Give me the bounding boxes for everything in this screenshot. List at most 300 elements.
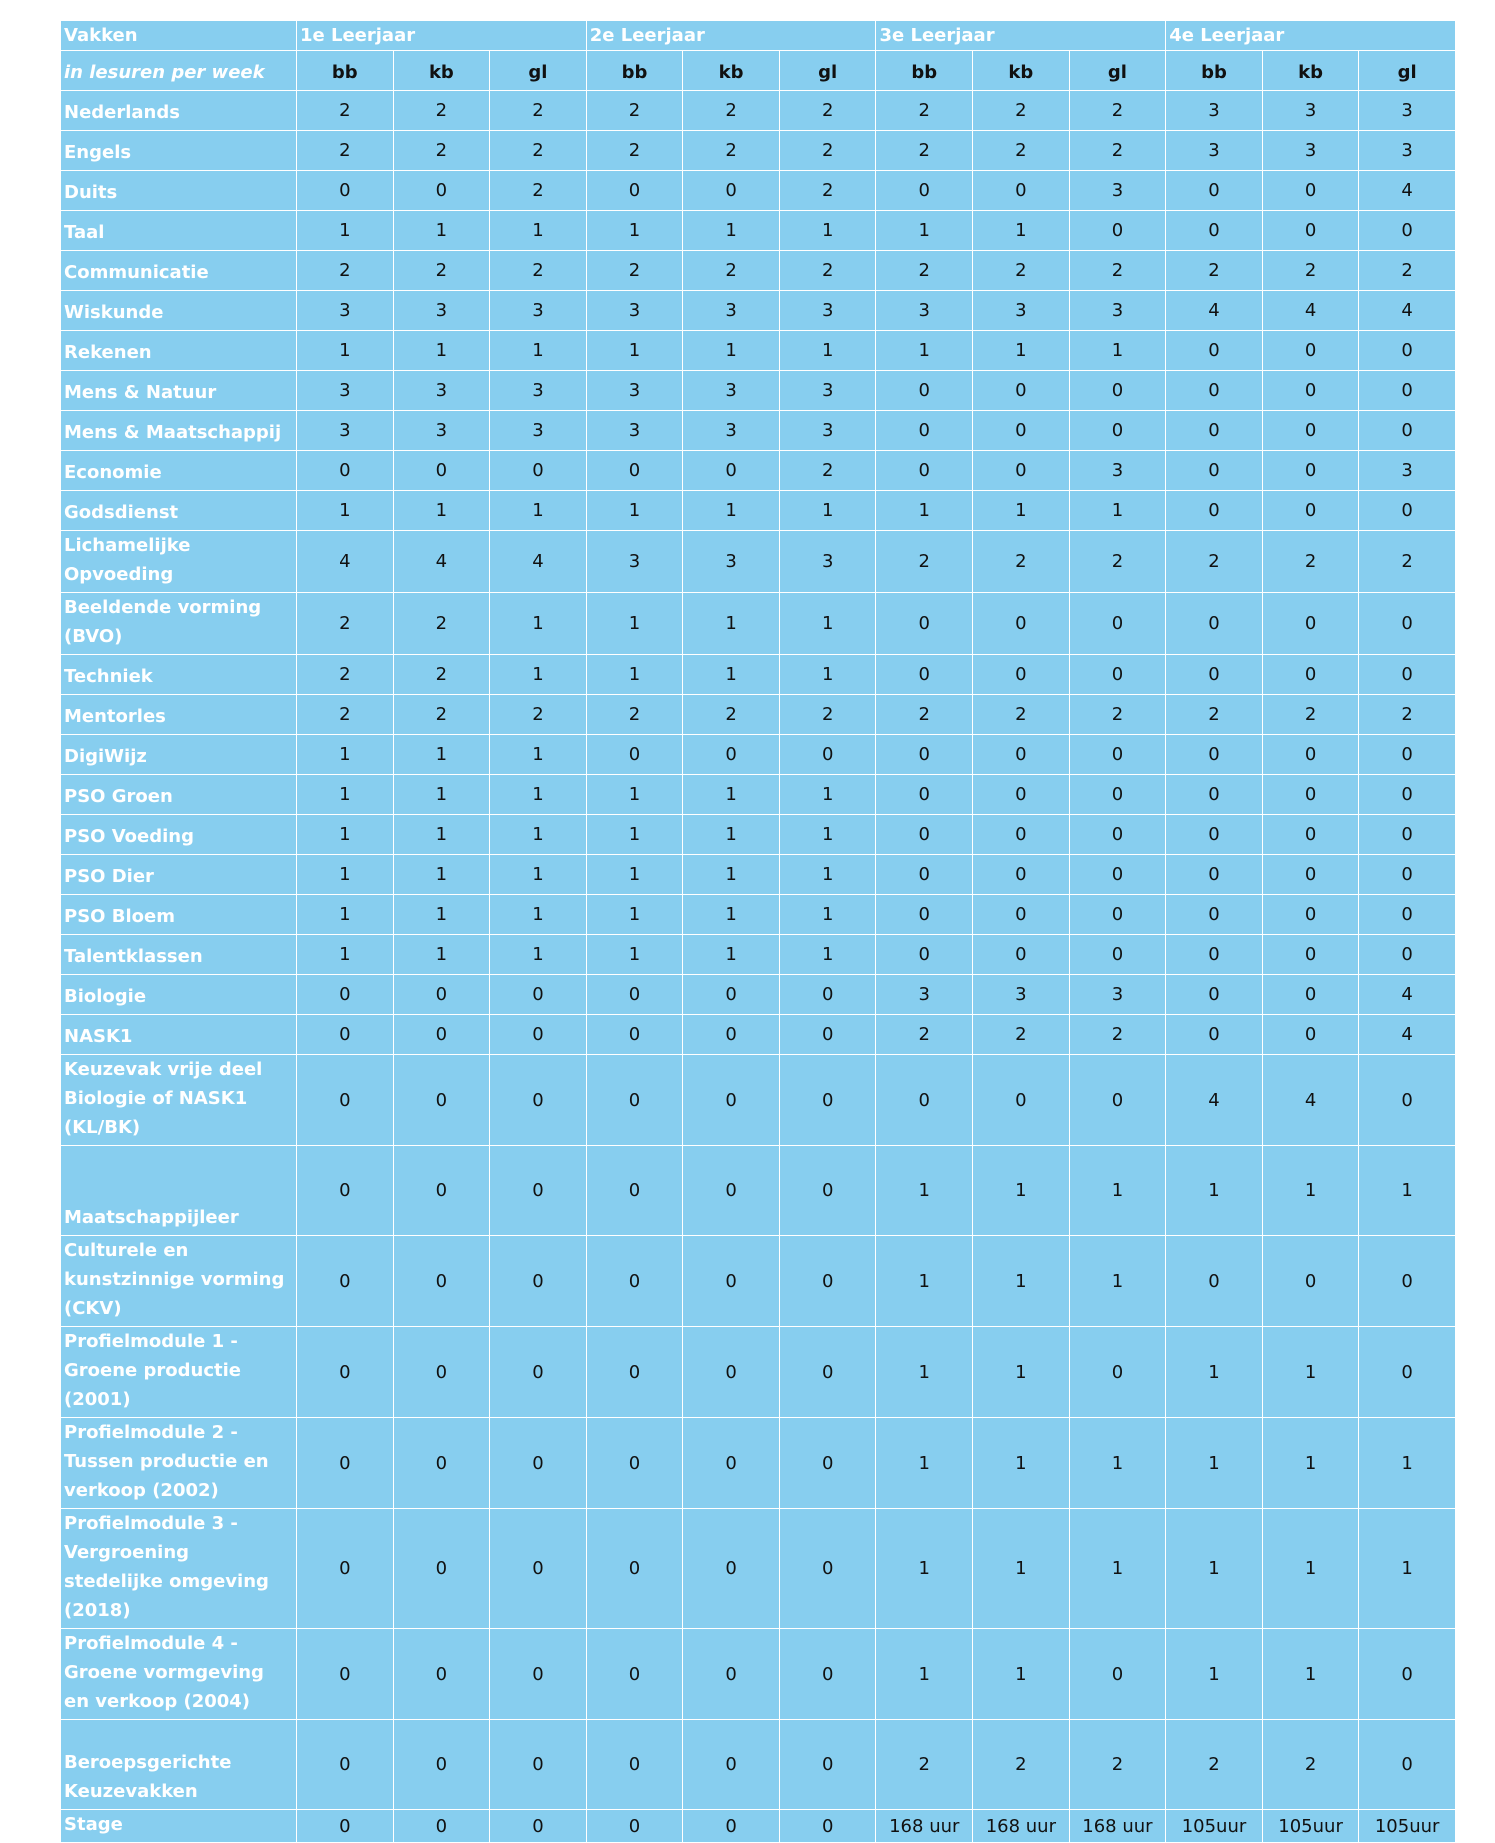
hours-cell: 0 bbox=[1262, 655, 1359, 695]
hours-cell: 0 bbox=[490, 975, 587, 1015]
hours-cell: 2 bbox=[586, 91, 683, 131]
hours-cell: 1 bbox=[876, 1629, 973, 1720]
subject-name: Lichamelijke Opvoeding bbox=[61, 531, 297, 593]
hours-cell: 0 bbox=[779, 1509, 876, 1629]
hours-cell: 168 uur bbox=[973, 1810, 1070, 1843]
hours-cell: 1 bbox=[779, 855, 876, 895]
hours-cell: 0 bbox=[1166, 655, 1263, 695]
hours-cell: 0 bbox=[393, 1055, 490, 1146]
hours-cell: 0 bbox=[973, 411, 1070, 451]
hours-cell: 0 bbox=[876, 1055, 973, 1146]
hours-cell: 1 bbox=[393, 815, 490, 855]
hours-cell: 3 bbox=[586, 291, 683, 331]
hours-cell: 0 bbox=[393, 1509, 490, 1629]
table-row bbox=[61, 935, 1456, 975]
hours-cell: 1 bbox=[297, 211, 394, 251]
hours-cell: 0 bbox=[876, 855, 973, 895]
year-header-1: 1e Leerjaar bbox=[297, 21, 587, 51]
hours-cell: 0 bbox=[973, 815, 1070, 855]
hours-cell: 0 bbox=[1166, 935, 1263, 975]
hours-cell: 3 bbox=[1359, 91, 1456, 131]
hours-cell: 0 bbox=[1069, 735, 1166, 775]
hours-cell: 0 bbox=[876, 735, 973, 775]
hours-cell: 4 bbox=[1359, 1015, 1456, 1055]
hours-cell: 0 bbox=[973, 855, 1070, 895]
hours-cell: 1 bbox=[490, 935, 587, 975]
hours-cell: 2 bbox=[297, 655, 394, 695]
hours-cell: 0 bbox=[1262, 815, 1359, 855]
hours-cell: 0 bbox=[1069, 411, 1166, 451]
hours-cell: 0 bbox=[1359, 735, 1456, 775]
hours-cell: 0 bbox=[297, 1146, 394, 1236]
table-row bbox=[61, 411, 1456, 451]
hours-cell: 0 bbox=[973, 895, 1070, 935]
hours-cell: 1 bbox=[683, 655, 780, 695]
hours-cell: 0 bbox=[973, 735, 1070, 775]
subject-name: Culturele en kunstzinnige vorming (CKV) bbox=[61, 1236, 297, 1327]
hours-cell: 1 bbox=[973, 1509, 1070, 1629]
hours-cell: 0 bbox=[1166, 451, 1263, 491]
hours-cell: 1 bbox=[683, 331, 780, 371]
hours-cell: 0 bbox=[683, 1720, 780, 1810]
hours-cell: 0 bbox=[393, 1810, 490, 1843]
col-kb: kb bbox=[1262, 51, 1359, 91]
hours-cell: 0 bbox=[1166, 491, 1263, 531]
table-row bbox=[61, 775, 1456, 815]
subject-name: Mentorles bbox=[61, 695, 297, 735]
hours-cell: 168 uur bbox=[876, 1810, 973, 1843]
subject-name: Profielmodule 4 - Groene vormgeving en verkoop (2004) bbox=[61, 1629, 297, 1720]
hours-cell: 0 bbox=[490, 1810, 587, 1843]
hours-cell: 2 bbox=[1262, 251, 1359, 291]
hours-cell: 3 bbox=[683, 531, 780, 593]
hours-cell: 1 bbox=[1166, 1327, 1263, 1418]
hours-cell: 0 bbox=[1262, 735, 1359, 775]
table-row bbox=[61, 975, 1456, 1015]
hours-cell: 0 bbox=[586, 1509, 683, 1629]
hours-cell: 1 bbox=[393, 735, 490, 775]
hours-cell: 0 bbox=[1069, 815, 1166, 855]
hours-cell: 0 bbox=[1359, 331, 1456, 371]
table-row bbox=[61, 1146, 1456, 1236]
subject-name: Techniek bbox=[61, 655, 297, 695]
hours-cell: 0 bbox=[683, 1015, 780, 1055]
hours-cell: 0 bbox=[393, 1015, 490, 1055]
table-row bbox=[61, 1810, 1456, 1843]
hours-cell: 2 bbox=[393, 655, 490, 695]
hours-cell: 1 bbox=[1166, 1418, 1263, 1509]
hours-cell: 0 bbox=[1166, 593, 1263, 655]
hours-cell: 0 bbox=[490, 1327, 587, 1418]
table-row bbox=[61, 895, 1456, 935]
subject-name: Keuzevak vrije deel Biologie of NASK1 (KL/BK) bbox=[61, 1055, 297, 1146]
hours-cell: 2 bbox=[1359, 695, 1456, 735]
hours-cell: 2 bbox=[1069, 531, 1166, 593]
hours-cell: 0 bbox=[973, 371, 1070, 411]
hours-cell: 3 bbox=[1069, 291, 1166, 331]
hours-cell: 0 bbox=[1166, 735, 1263, 775]
hours-cell: 1 bbox=[586, 935, 683, 975]
hours-cell: 0 bbox=[683, 1236, 780, 1327]
hours-cell: 0 bbox=[1262, 855, 1359, 895]
hours-cell: 0 bbox=[490, 1055, 587, 1146]
hours-cell: 1 bbox=[586, 655, 683, 695]
table-row bbox=[61, 531, 1456, 593]
table-row bbox=[61, 1015, 1456, 1055]
table-row bbox=[61, 655, 1456, 695]
hours-cell: 1 bbox=[393, 775, 490, 815]
hours-cell: 2 bbox=[490, 171, 587, 211]
table-row bbox=[61, 593, 1456, 655]
table-row bbox=[61, 1055, 1456, 1146]
hours-cell: 0 bbox=[1262, 1015, 1359, 1055]
hours-cell: 1 bbox=[393, 331, 490, 371]
lessentabel bbox=[60, 20, 1456, 1843]
hours-cell: 1 bbox=[683, 491, 780, 531]
hours-cell: 1 bbox=[1359, 1418, 1456, 1509]
hours-cell: 0 bbox=[1166, 895, 1263, 935]
hours-cell: 1 bbox=[1166, 1509, 1263, 1629]
hours-cell: 0 bbox=[1359, 655, 1456, 695]
table-row bbox=[61, 1629, 1456, 1720]
hours-cell: 0 bbox=[297, 975, 394, 1015]
hours-cell: 2 bbox=[973, 531, 1070, 593]
hours-cell: 2 bbox=[973, 695, 1070, 735]
hours-cell: 0 bbox=[490, 1236, 587, 1327]
hours-cell: 0 bbox=[1069, 655, 1166, 695]
hours-cell: 105uur bbox=[1166, 1810, 1263, 1843]
hours-cell: 3 bbox=[973, 975, 1070, 1015]
hours-cell: 0 bbox=[876, 371, 973, 411]
hours-cell: 0 bbox=[973, 171, 1070, 211]
hours-cell: 0 bbox=[1166, 775, 1263, 815]
hours-cell: 4 bbox=[1262, 1055, 1359, 1146]
hours-cell: 1 bbox=[1262, 1327, 1359, 1418]
hours-cell: 0 bbox=[683, 171, 780, 211]
hours-cell: 2 bbox=[973, 1720, 1070, 1810]
hours-cell: 0 bbox=[586, 1015, 683, 1055]
hours-cell: 0 bbox=[490, 1146, 587, 1236]
subject-name: Biologie bbox=[61, 975, 297, 1015]
hours-cell: 0 bbox=[297, 171, 394, 211]
hours-cell: 0 bbox=[1166, 1015, 1263, 1055]
hours-cell: 0 bbox=[1262, 211, 1359, 251]
hours-cell: 1 bbox=[490, 211, 587, 251]
hours-cell: 3 bbox=[683, 411, 780, 451]
hours-cell: 2 bbox=[683, 91, 780, 131]
subject-name: DigiWijz bbox=[61, 735, 297, 775]
hours-cell: 0 bbox=[1359, 211, 1456, 251]
hours-cell: 1 bbox=[683, 935, 780, 975]
hours-cell: 2 bbox=[876, 695, 973, 735]
hours-cell: 1 bbox=[876, 1146, 973, 1236]
hours-cell: 0 bbox=[1069, 855, 1166, 895]
hours-cell: 1 bbox=[779, 593, 876, 655]
hours-cell: 2 bbox=[297, 91, 394, 131]
subject-name: Duits bbox=[61, 171, 297, 211]
hours-cell: 1 bbox=[490, 735, 587, 775]
hours-cell: 3 bbox=[779, 371, 876, 411]
hours-cell: 1 bbox=[490, 815, 587, 855]
hours-cell: 0 bbox=[1166, 1236, 1263, 1327]
hours-cell: 0 bbox=[876, 895, 973, 935]
subject-name: PSO Groen bbox=[61, 775, 297, 815]
hours-cell: 3 bbox=[297, 291, 394, 331]
hours-cell: 3 bbox=[586, 371, 683, 411]
subject-name: Profielmodule 2 -Tussen productie en verkoop (2002) bbox=[61, 1418, 297, 1509]
subject-name: Profielmodule 3 - Vergroening stedelijke omgeving (2018) bbox=[61, 1509, 297, 1629]
hours-cell: 2 bbox=[393, 131, 490, 171]
hours-cell: 1 bbox=[876, 1327, 973, 1418]
hours-cell: 2 bbox=[1069, 131, 1166, 171]
subject-name: Nederlands bbox=[61, 91, 297, 131]
hours-cell: 3 bbox=[1166, 131, 1263, 171]
col-gl: gl bbox=[779, 51, 876, 91]
hours-cell: 0 bbox=[490, 451, 587, 491]
hours-cell: 1 bbox=[586, 775, 683, 815]
hours-cell: 2 bbox=[1069, 251, 1166, 291]
hours-cell: 2 bbox=[973, 1015, 1070, 1055]
hours-cell: 3 bbox=[1359, 131, 1456, 171]
subject-name: Stage bbox=[61, 1810, 297, 1843]
column-header-row bbox=[61, 51, 1456, 91]
hours-cell: 0 bbox=[1262, 593, 1359, 655]
hours-cell: 2 bbox=[779, 171, 876, 211]
hours-cell: 0 bbox=[683, 1629, 780, 1720]
hours-cell: 1 bbox=[586, 211, 683, 251]
table-row bbox=[61, 171, 1456, 211]
col-bb: bb bbox=[876, 51, 973, 91]
hours-cell: 3 bbox=[1166, 91, 1263, 131]
hours-cell: 0 bbox=[586, 1418, 683, 1509]
hours-cell: 2 bbox=[876, 531, 973, 593]
hours-cell: 0 bbox=[297, 1327, 394, 1418]
hours-cell: 2 bbox=[393, 251, 490, 291]
hours-cell: 0 bbox=[876, 815, 973, 855]
hours-cell: 0 bbox=[490, 1418, 587, 1509]
hours-cell: 0 bbox=[1166, 815, 1263, 855]
hours-cell: 1 bbox=[1262, 1146, 1359, 1236]
table-row bbox=[61, 491, 1456, 531]
subject-name: Profielmodule 1 - Groene productie (2001) bbox=[61, 1327, 297, 1418]
hours-cell: 0 bbox=[586, 735, 683, 775]
hours-cell: 2 bbox=[586, 251, 683, 291]
hours-cell: 0 bbox=[973, 655, 1070, 695]
hours-cell: 0 bbox=[393, 1629, 490, 1720]
hours-cell: 0 bbox=[1069, 775, 1166, 815]
hours-cell: 0 bbox=[1359, 491, 1456, 531]
hours-cell: 0 bbox=[297, 1720, 394, 1810]
hours-cell: 0 bbox=[586, 1327, 683, 1418]
hours-cell: 0 bbox=[1359, 593, 1456, 655]
hours-cell: 0 bbox=[1359, 1236, 1456, 1327]
hours-cell: 0 bbox=[1359, 371, 1456, 411]
hours-cell: 1 bbox=[297, 935, 394, 975]
hours-cell: 4 bbox=[297, 531, 394, 593]
hours-cell: 1 bbox=[876, 1509, 973, 1629]
hours-cell: 3 bbox=[779, 411, 876, 451]
hours-cell: 0 bbox=[876, 171, 973, 211]
hours-cell: 1 bbox=[490, 655, 587, 695]
subject-name: Maatschappijleer bbox=[61, 1146, 297, 1236]
hours-cell: 2 bbox=[1262, 531, 1359, 593]
hours-cell: 1 bbox=[973, 1418, 1070, 1509]
hours-cell: 2 bbox=[779, 695, 876, 735]
hours-cell: 0 bbox=[393, 1236, 490, 1327]
subject-name: Mens & Natuur bbox=[61, 371, 297, 411]
hours-cell: 3 bbox=[1262, 131, 1359, 171]
hours-cell: 0 bbox=[1262, 371, 1359, 411]
units-subtitle: in lesuren per week bbox=[61, 51, 297, 91]
hours-cell: 0 bbox=[1359, 775, 1456, 815]
hours-cell: 0 bbox=[779, 1629, 876, 1720]
hours-cell: 0 bbox=[297, 1055, 394, 1146]
hours-cell: 2 bbox=[297, 593, 394, 655]
hours-cell: 1 bbox=[586, 491, 683, 531]
hours-cell: 0 bbox=[683, 1509, 780, 1629]
hours-cell: 0 bbox=[1359, 895, 1456, 935]
hours-cell: 1 bbox=[1069, 1509, 1166, 1629]
hours-cell: 0 bbox=[876, 655, 973, 695]
hours-cell: 3 bbox=[973, 291, 1070, 331]
hours-cell: 3 bbox=[297, 371, 394, 411]
hours-cell: 1 bbox=[297, 735, 394, 775]
year-header-2: 2e Leerjaar bbox=[586, 21, 876, 51]
col-bb: bb bbox=[1166, 51, 1263, 91]
hours-cell: 2 bbox=[490, 91, 587, 131]
hours-cell: 1 bbox=[973, 1236, 1070, 1327]
hours-cell: 1 bbox=[297, 331, 394, 371]
subject-name: Economie bbox=[61, 451, 297, 491]
hours-cell: 1 bbox=[1262, 1509, 1359, 1629]
hours-cell: 0 bbox=[297, 1509, 394, 1629]
hours-cell: 1 bbox=[779, 211, 876, 251]
hours-cell: 0 bbox=[1359, 1055, 1456, 1146]
hours-cell: 0 bbox=[297, 1236, 394, 1327]
hours-cell: 3 bbox=[1069, 171, 1166, 211]
hours-cell: 2 bbox=[973, 251, 1070, 291]
subject-name: NASK1 bbox=[61, 1015, 297, 1055]
hours-cell: 3 bbox=[393, 291, 490, 331]
year-header-row bbox=[61, 21, 1456, 51]
hours-cell: 1 bbox=[393, 491, 490, 531]
hours-cell: 0 bbox=[586, 1236, 683, 1327]
hours-cell: 2 bbox=[683, 251, 780, 291]
hours-cell: 2 bbox=[297, 251, 394, 291]
hours-cell: 2 bbox=[393, 695, 490, 735]
hours-cell: 1 bbox=[490, 775, 587, 815]
hours-cell: 0 bbox=[1262, 171, 1359, 211]
hours-cell: 3 bbox=[683, 371, 780, 411]
hours-cell: 0 bbox=[393, 451, 490, 491]
hours-cell: 3 bbox=[1069, 451, 1166, 491]
hours-cell: 3 bbox=[490, 411, 587, 451]
col-kb: kb bbox=[683, 51, 780, 91]
hours-cell: 1 bbox=[1262, 1418, 1359, 1509]
hours-cell: 1 bbox=[490, 331, 587, 371]
hours-cell: 2 bbox=[1069, 1015, 1166, 1055]
hours-cell: 1 bbox=[779, 655, 876, 695]
hours-cell: 1 bbox=[586, 815, 683, 855]
hours-cell: 1 bbox=[586, 895, 683, 935]
hours-cell: 1 bbox=[297, 491, 394, 531]
hours-cell: 0 bbox=[586, 1629, 683, 1720]
hours-cell: 0 bbox=[1262, 895, 1359, 935]
hours-cell: 2 bbox=[1359, 531, 1456, 593]
hours-cell: 1 bbox=[1166, 1629, 1263, 1720]
hours-cell: 1 bbox=[297, 775, 394, 815]
table-row bbox=[61, 451, 1456, 491]
hours-cell: 3 bbox=[876, 291, 973, 331]
hours-cell: 0 bbox=[1262, 331, 1359, 371]
hours-cell: 0 bbox=[1359, 815, 1456, 855]
hours-cell: 0 bbox=[1262, 451, 1359, 491]
hours-cell: 0 bbox=[297, 1015, 394, 1055]
table-row bbox=[61, 291, 1456, 331]
hours-cell: 0 bbox=[1262, 775, 1359, 815]
hours-cell: 4 bbox=[393, 531, 490, 593]
hours-cell: 0 bbox=[297, 1810, 394, 1843]
hours-cell: 3 bbox=[779, 291, 876, 331]
hours-cell: 1 bbox=[683, 211, 780, 251]
hours-cell: 2 bbox=[779, 91, 876, 131]
hours-cell: 0 bbox=[1262, 935, 1359, 975]
hours-cell: 0 bbox=[1069, 1055, 1166, 1146]
hours-cell: 0 bbox=[779, 735, 876, 775]
col-gl: gl bbox=[1359, 51, 1456, 91]
hours-cell: 2 bbox=[876, 251, 973, 291]
year-header-4: 4e Leerjaar bbox=[1166, 21, 1456, 51]
hours-cell: 4 bbox=[1359, 171, 1456, 211]
table-row bbox=[61, 815, 1456, 855]
hours-cell: 1 bbox=[1069, 491, 1166, 531]
table-row bbox=[61, 1327, 1456, 1418]
vakken-header: Vakken bbox=[61, 21, 297, 51]
hours-cell: 0 bbox=[1359, 1327, 1456, 1418]
hours-cell: 0 bbox=[1262, 975, 1359, 1015]
hours-cell: 1 bbox=[876, 1418, 973, 1509]
hours-cell: 0 bbox=[1359, 1629, 1456, 1720]
hours-cell: 2 bbox=[779, 131, 876, 171]
hours-cell: 1 bbox=[779, 775, 876, 815]
hours-cell: 2 bbox=[683, 695, 780, 735]
col-kb: kb bbox=[973, 51, 1070, 91]
hours-cell: 1 bbox=[586, 593, 683, 655]
hours-cell: 4 bbox=[1166, 1055, 1263, 1146]
hours-cell: 1 bbox=[490, 491, 587, 531]
hours-cell: 0 bbox=[586, 1146, 683, 1236]
hours-cell: 0 bbox=[876, 935, 973, 975]
hours-cell: 4 bbox=[490, 531, 587, 593]
hours-cell: 0 bbox=[393, 1418, 490, 1509]
hours-cell: 2 bbox=[973, 91, 1070, 131]
hours-cell: 3 bbox=[297, 411, 394, 451]
hours-cell: 0 bbox=[490, 1509, 587, 1629]
hours-cell: 1 bbox=[490, 855, 587, 895]
year-header-3: 3e Leerjaar bbox=[876, 21, 1166, 51]
hours-cell: 3 bbox=[393, 371, 490, 411]
subject-name: Communicatie bbox=[61, 251, 297, 291]
hours-cell: 1 bbox=[973, 331, 1070, 371]
hours-cell: 1 bbox=[683, 775, 780, 815]
hours-cell: 0 bbox=[683, 735, 780, 775]
hours-cell: 0 bbox=[683, 1055, 780, 1146]
hours-cell: 3 bbox=[586, 531, 683, 593]
hours-cell: 2 bbox=[1166, 531, 1263, 593]
hours-cell: 0 bbox=[586, 1720, 683, 1810]
hours-cell: 0 bbox=[1069, 1629, 1166, 1720]
hours-cell: 4 bbox=[1262, 291, 1359, 331]
